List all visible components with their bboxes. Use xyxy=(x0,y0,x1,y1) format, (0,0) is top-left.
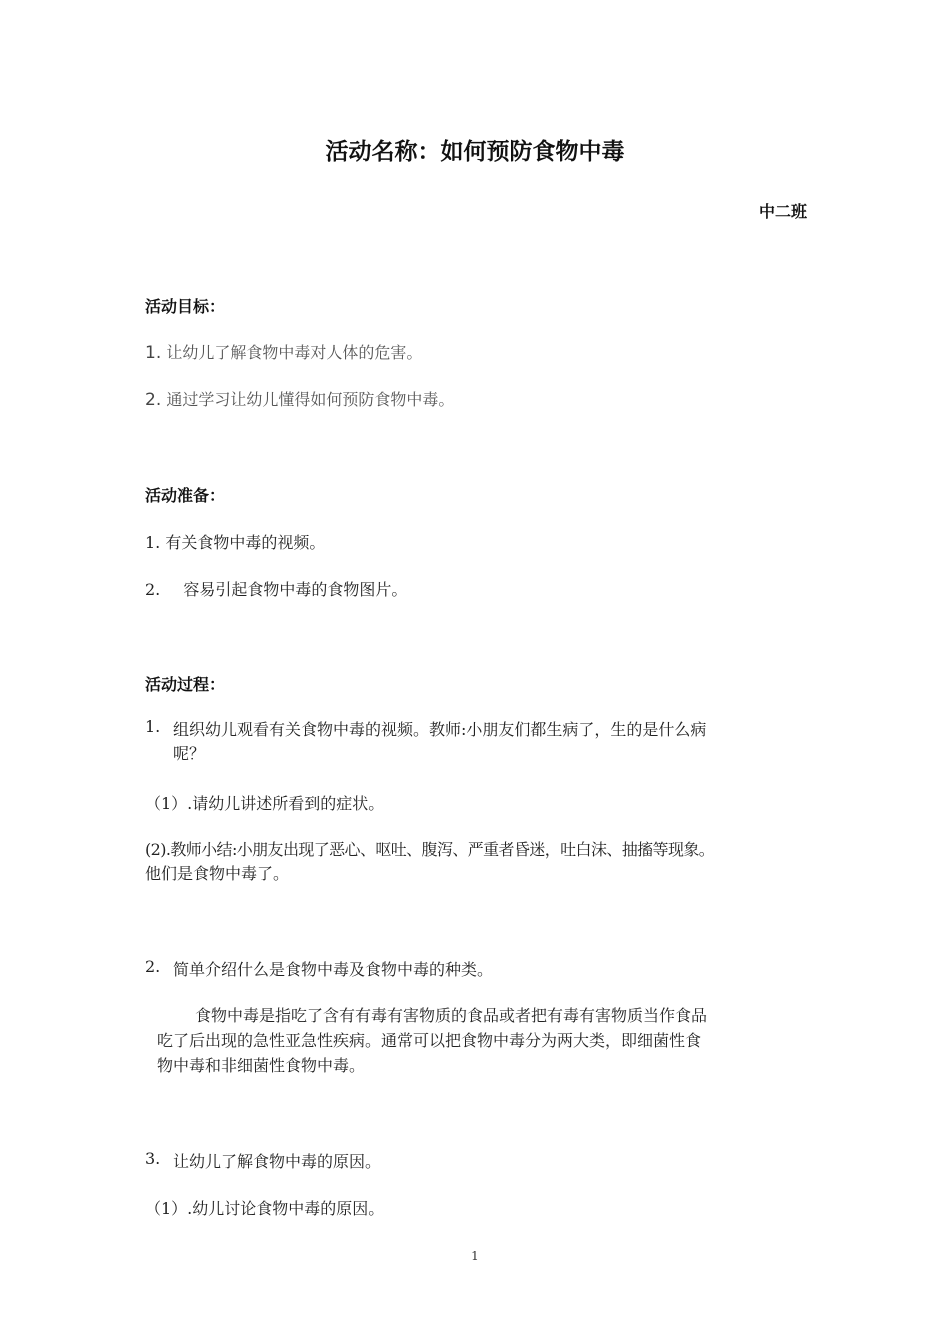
step2-paragraph-line2: 吃了后出现的急性亚急性疾病。通常可以把食物中毒分为两大类，即细菌性食 xyxy=(157,1031,702,1050)
goal-item-text: 让幼儿了解食物中毒对人体的危害。 xyxy=(166,343,423,362)
prep-item-1 xyxy=(145,530,325,553)
process-heading: 活动过程： xyxy=(145,675,226,694)
step1-number: 1. xyxy=(145,717,161,736)
class-label: 中二班 xyxy=(758,202,807,221)
prep-item-text: 容易引起食物中毒的食物图片。 xyxy=(183,580,408,599)
goal-item-2 xyxy=(145,387,454,410)
page-title: 活动名称：如何预防食物中毒 xyxy=(325,139,625,165)
goal-item-1 xyxy=(145,340,422,363)
goals-heading: 活动目标： xyxy=(145,297,226,316)
goal-item-text: 通过学习让幼儿懂得如何预防食物中毒。 xyxy=(166,390,455,409)
prep-item-text: 有关食物中毒的视频。 xyxy=(165,533,326,552)
step3-text: 让幼儿了解食物中毒的原因。 xyxy=(173,1152,382,1171)
goal-item-number: 2. xyxy=(145,390,162,410)
step3-number: 3. xyxy=(145,1149,161,1168)
goal-item-number: 1. xyxy=(145,343,162,363)
prep-heading: 活动准备： xyxy=(145,486,226,505)
step2-paragraph-line3: 物中毒和非细菌性食物中毒。 xyxy=(157,1056,366,1075)
step1-line1: 组织幼儿观看有关食物中毒的视频。教师:小朋友们都生病了，生的是什么病 xyxy=(173,720,707,739)
step1-sub2-line2: 他们是食物中毒了。 xyxy=(145,864,290,883)
step1-line2: 呢？ xyxy=(173,744,206,763)
step1-sub1: （1）.请幼儿讲述所看到的症状。 xyxy=(145,794,385,813)
step2-text: 简单介绍什么是食物中毒及食物中毒的种类。 xyxy=(173,960,494,979)
prep-item-number: 1. xyxy=(145,533,161,552)
step2-paragraph-line1: 食物中毒是指吃了含有有毒有害物质的食品或者把有毒有害物质当作食品 xyxy=(195,1006,708,1025)
prep-item-2 xyxy=(145,577,407,600)
step1-sub2-line1: (2).教师小结:小朋友出现了恶心、呕吐、腹泻、严重者昏迷，吐白沫、抽搐等现象。 xyxy=(145,840,715,859)
page-number: 1 xyxy=(471,1249,479,1263)
step2-number: 2. xyxy=(145,957,161,976)
prep-item-number: 2. xyxy=(145,580,161,599)
step3-sub1: （1）.幼儿讨论食物中毒的原因。 xyxy=(145,1199,385,1218)
